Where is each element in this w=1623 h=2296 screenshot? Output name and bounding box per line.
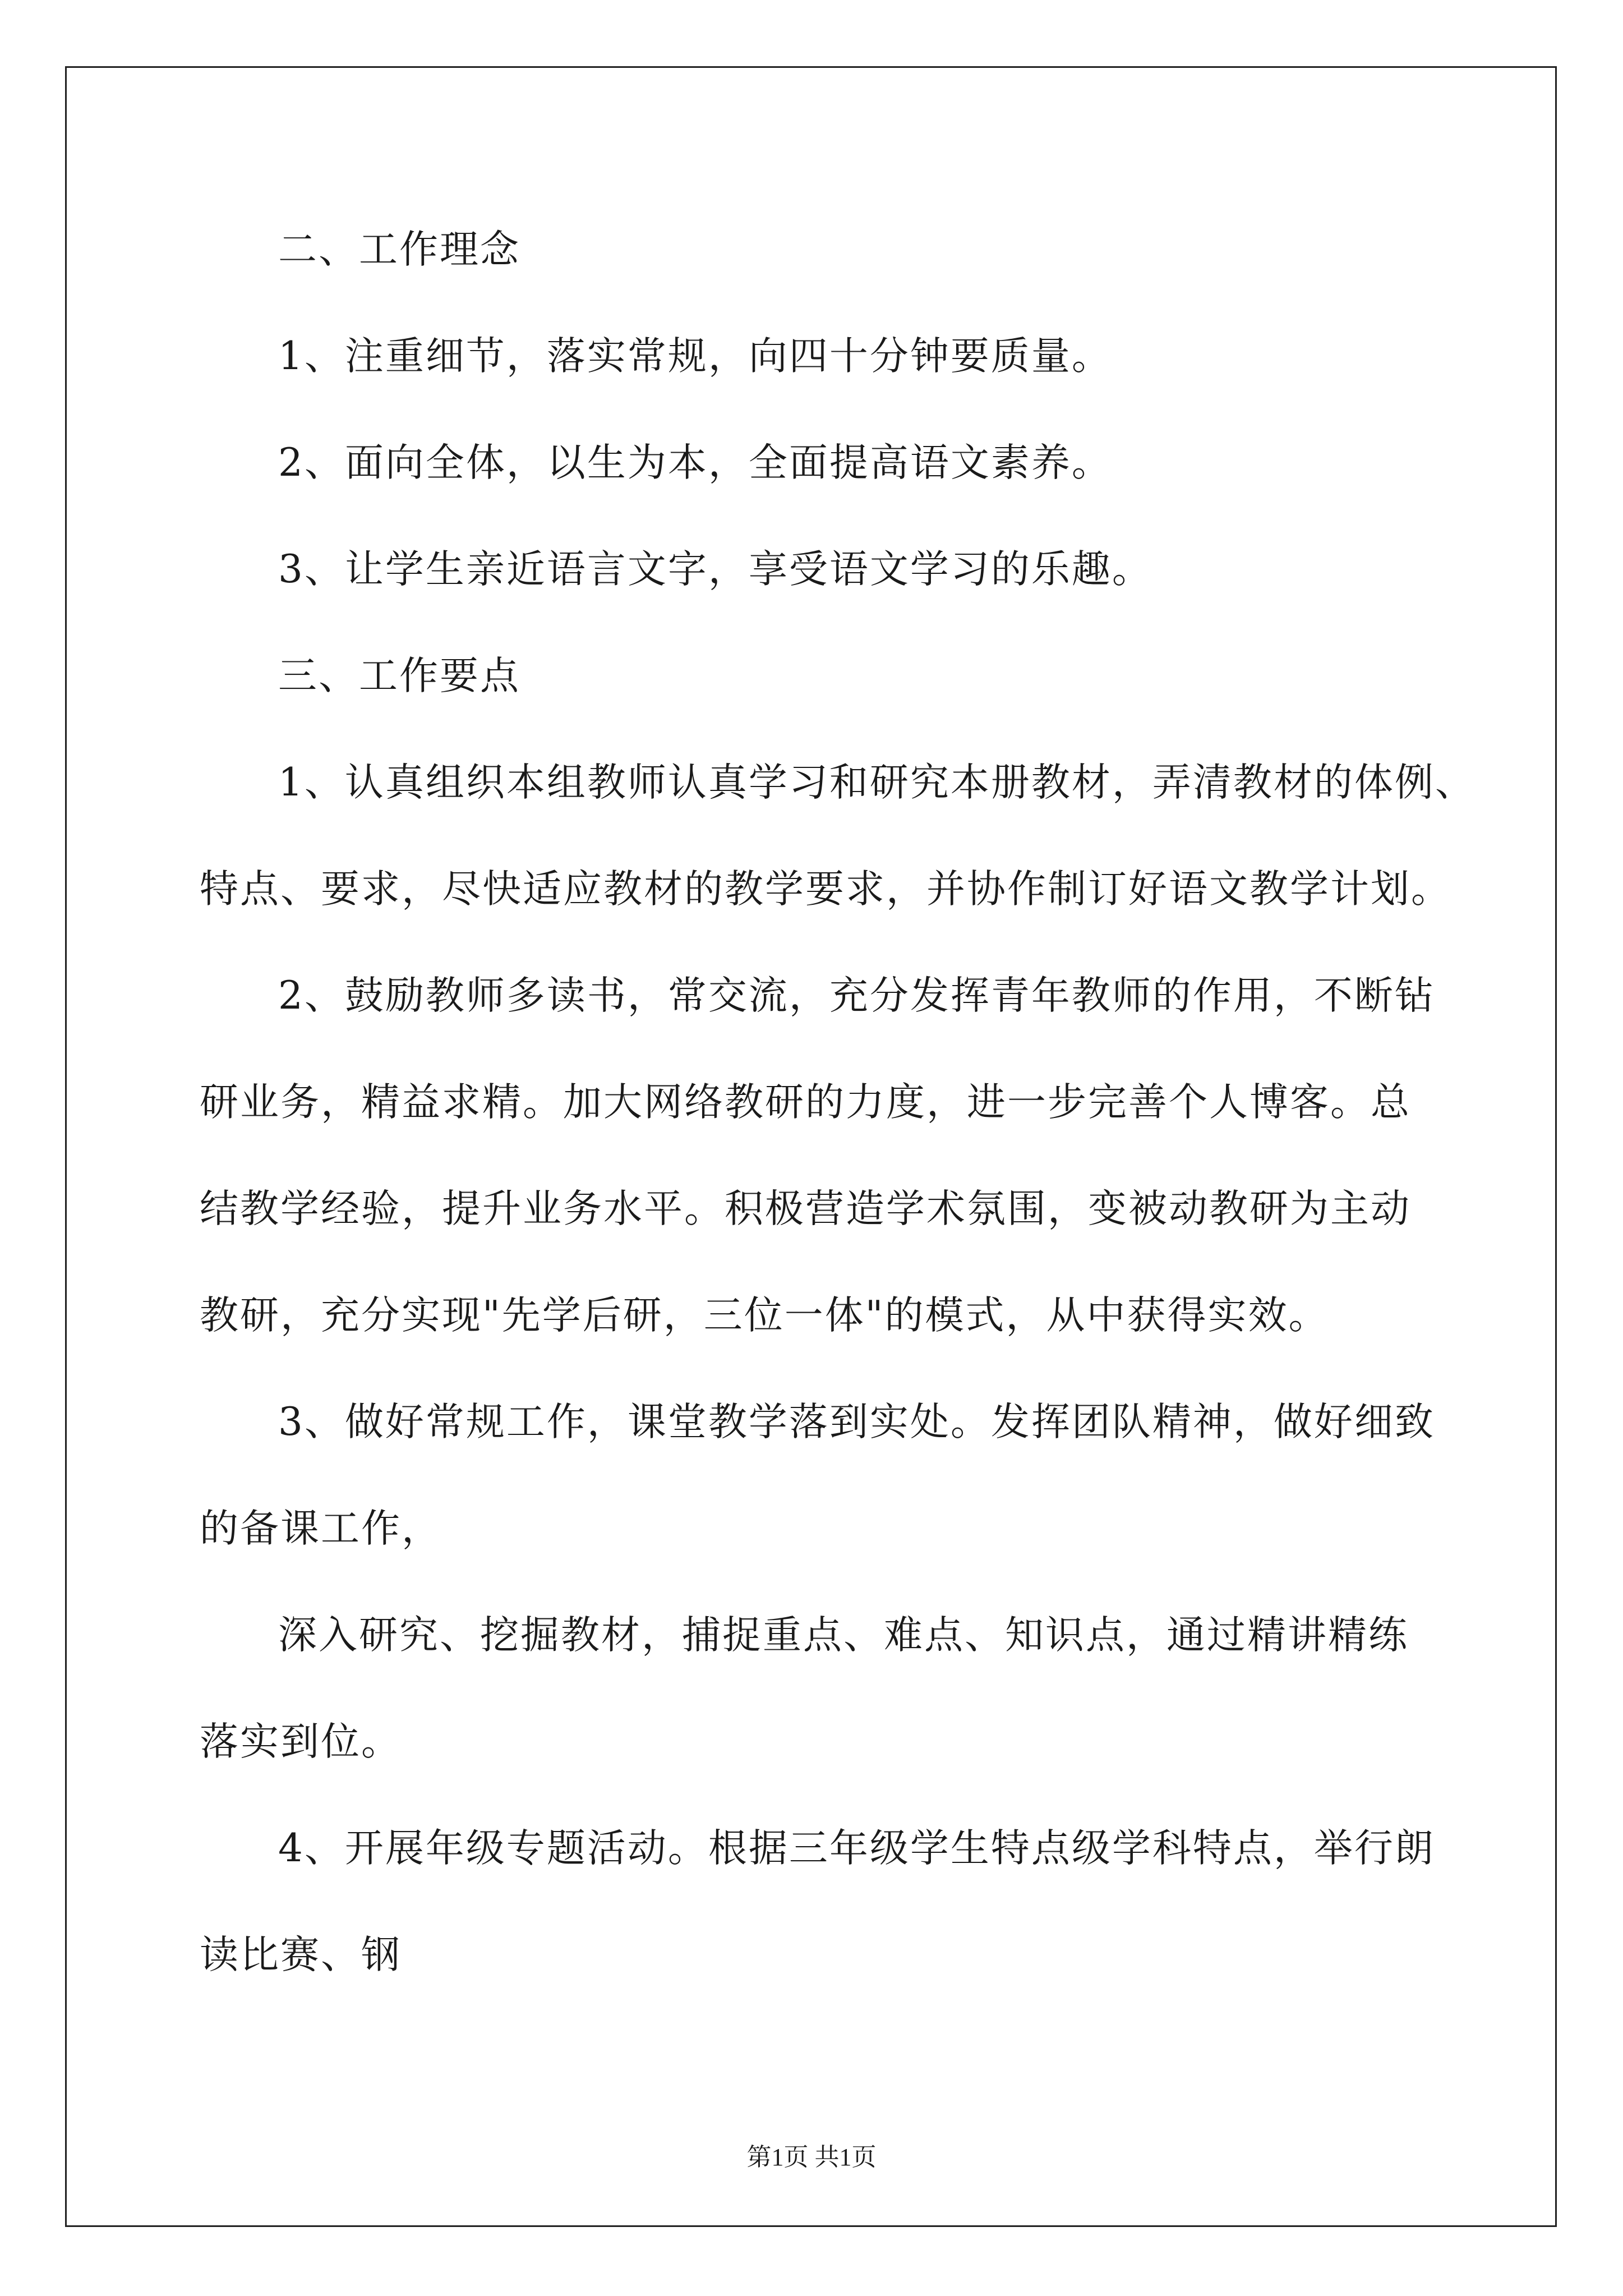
paragraph-line: 特点、要求，尽快适应教材的教学要求，并协作制订好语文教学计划。 <box>200 867 1451 912</box>
paragraph-line: 2、面向全体，以生为本，全面提高语文素养。 <box>278 440 1112 485</box>
paragraph-line: 4、开展年级专题活动。根据三年级学生特点级学科特点，举行朗 <box>278 1826 1435 1871</box>
paragraph-line: 的备课工作， <box>200 1506 442 1551</box>
paragraph-line: 深入研究、挖掘教材，捕捉重点、难点、知识点，通过精讲精练 <box>278 1613 1409 1658</box>
paragraph-line: 教研，充分实现"先学后研，三位一体"的模式，从中获得实效。 <box>200 1293 1329 1338</box>
paragraph-line: 3、让学生亲近语言文字，享受语文学习的乐趣。 <box>278 547 1152 592</box>
paragraph-line: 2、鼓励教师多读书，常交流，充分发挥青年教师的作用，不断钻 <box>278 973 1435 1018</box>
paragraph-line: 读比赛、钢 <box>200 1932 402 1977</box>
page-border <box>65 66 1557 2227</box>
section-heading: 二、工作理念 <box>278 227 520 272</box>
paragraph-line: 结教学经验，提升业务水平。积极营造学术氛围，变被动教研为主动 <box>200 1186 1411 1231</box>
paragraph-line: 1、认真组织本组教师认真学习和研究本册教材，弄清教材的体例、 <box>278 760 1476 805</box>
paragraph-line: 3、做好常规工作，课堂教学落到实处。发挥团队精神，做好细致 <box>278 1400 1435 1444</box>
section-heading: 三、工作要点 <box>278 654 520 698</box>
page-number-footer: 第1页 共1页 <box>746 2143 877 2171</box>
paragraph-line: 落实到位。 <box>200 1719 402 1764</box>
paragraph-line: 研业务，精益求精。加大网络教研的力度，进一步完善个人博客。总 <box>200 1080 1411 1125</box>
paragraph-line: 1、注重细节，落实常规，向四十分钟要质量。 <box>278 334 1112 379</box>
